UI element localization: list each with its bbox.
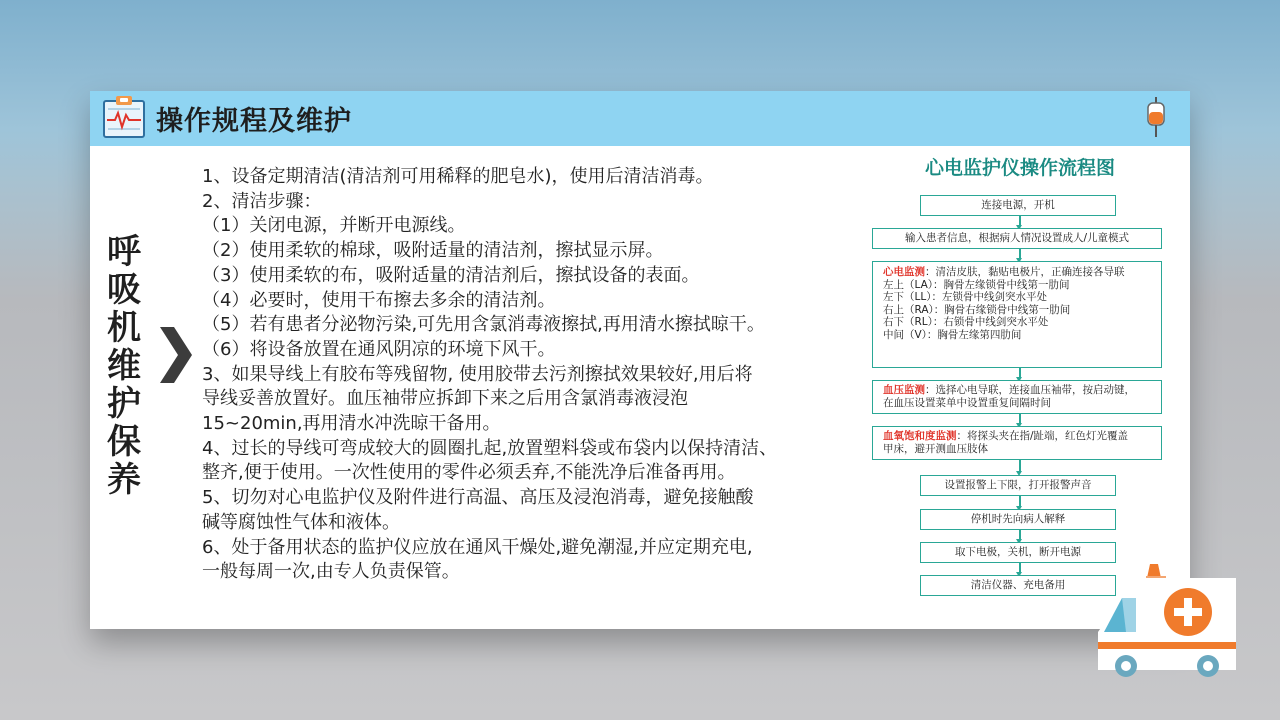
ecg-lead: 左下（LL）：左锁骨中线剑突水平处 [883, 291, 1047, 303]
content-card [90, 91, 1190, 629]
ecg-lead: 右下（RL）：右锁骨中线剑突水平处 [883, 316, 1049, 328]
flow-connector [1019, 563, 1021, 573]
text-line: （5）若有患者分泌物污染,可先用含氯消毒液擦拭,再用清水擦拭晾干。 [202, 314, 765, 336]
spo2-label: 血氧饱和度监测 [883, 430, 957, 442]
side-title-char: 维 [107, 346, 141, 386]
ecg-lead: 右上（RA）：胸骨右缘锁骨中线第一肋间 [883, 303, 1071, 316]
flow-connector [1019, 496, 1021, 507]
flow-connector [1019, 216, 1021, 226]
header-bar [90, 91, 1190, 146]
flow-step-clean: 清洁仪器、充电备用 [920, 575, 1116, 596]
side-title-char: 保 [107, 422, 141, 462]
flow-connector [1019, 368, 1021, 378]
text-line: （1）关闭电源，并断开电源线。 [202, 215, 466, 237]
text-line: 2、清洁步骤： [202, 190, 322, 212]
flow-step-explain: 停机时先向病人解释 [920, 509, 1116, 530]
chevron-right-icon [158, 323, 194, 387]
flow-step-alarm: 设置报警上下限，打开报警声音 [920, 475, 1116, 496]
flow-connector [1019, 414, 1021, 424]
flow-connector [1019, 530, 1021, 540]
text-line: （4）必要时，使用干布擦去多余的清洁剂。 [202, 289, 556, 311]
text-line: （6）将设备放置在通风阴凉的环境下风干。 [202, 338, 556, 360]
text-line: 3、如果导线上有胶布等残留物, 使用胶带去污剂擦拭效果较好,用后将 [202, 363, 753, 385]
side-title-char: 护 [107, 384, 141, 424]
flow-step-shutdown: 取下电极，关机，断开电源 [920, 542, 1116, 563]
bp-label: 血压监测 [883, 384, 925, 396]
ecg-label: 心电监测 [883, 266, 925, 278]
text-line: 导线妥善放置好。血压袖带应拆卸下来之后用含氯消毒液浸泡 [202, 388, 688, 410]
text-line: 碱等腐蚀性气体和液体。 [202, 511, 400, 533]
ecg-lead: 左上（LA）：胸骨左缘锁骨中线第一肋间 [883, 278, 1070, 291]
iv-drip-icon [1145, 97, 1167, 137]
text-line: （2）使用柔软的棉球，吸附适量的清洁剂，擦拭显示屏。 [202, 240, 664, 262]
side-title-char: 呼 [107, 232, 141, 272]
flow-step-power-on: 连接电源，开机 [920, 195, 1116, 216]
text-line: 整齐,便于使用。一次性使用的零件必须丢弃,不能洗净后准备再用。 [202, 462, 736, 484]
side-title [102, 233, 146, 499]
flowchart [870, 153, 1170, 592]
page-title: 操作规程及维护 [156, 106, 352, 137]
flow-step-ecg: 心电监测：清洁皮肤，黏贴电极片，正确连接各导联 左上（LA）：胸骨左缘锁骨中线第一肋间 左下（LL）：左锁骨中线剑突水平处 右上（RA）：胸骨右缘锁骨中线第一肋间 右下（RL）：右锁骨中线剑突水平处 中间（V）：胸骨左缘第四肋间 [872, 261, 1162, 368]
text-line: 5、切勿对心电监护仪及附件进行高温、高压及浸泡消毒，避免接触酸 [202, 487, 754, 509]
side-title-char: 养 [107, 460, 141, 500]
text-line: 4、过长的导线可弯成较大的圆圈扎起,放置塑料袋或布袋内以保持清洁、 [202, 437, 778, 459]
flowchart-title: 心电监护仪操作流程图 [924, 157, 1115, 179]
text-line: 一般每周一次,由专人负责保管。 [202, 561, 460, 583]
side-title-char: 机 [107, 308, 141, 348]
text-line: 6、处于备用状态的监护仪应放在通风干燥处,避免潮湿,并应定期充电, [202, 536, 753, 558]
clipboard-ecg-icon [100, 93, 148, 141]
flow-connector [1019, 460, 1021, 472]
ecg-lead: 中间（V）：胸骨左缘第四肋间 [883, 328, 1022, 341]
flow-step-spo2: 血氧饱和度监测：将探头夹在指/趾端，红色灯光覆盖 甲床，避开测血压肢体 [872, 426, 1162, 460]
flow-connector [1019, 249, 1021, 259]
side-title-char: 吸 [107, 270, 141, 310]
text-line: （3）使用柔软的布，吸附适量的清洁剂后，擦拭设备的表面。 [202, 264, 700, 286]
flow-step-patient-info: 输入患者信息，根据病人情况设置成人/儿童模式 [872, 228, 1162, 249]
text-line: 15~20min,再用清水冲洗晾干备用。 [202, 413, 501, 435]
flow-step-bp: 血压监测：选择心电导联，连接血压袖带，按启动键， 在血压设置菜单中设置重复间隔时间 [872, 380, 1162, 414]
ambulance-icon [1096, 560, 1236, 684]
maintenance-text [202, 165, 882, 585]
text-line: 1、设备定期清洁(清洁剂可用稀释的肥皂水)，使用后清洁消毒。 [202, 166, 714, 187]
